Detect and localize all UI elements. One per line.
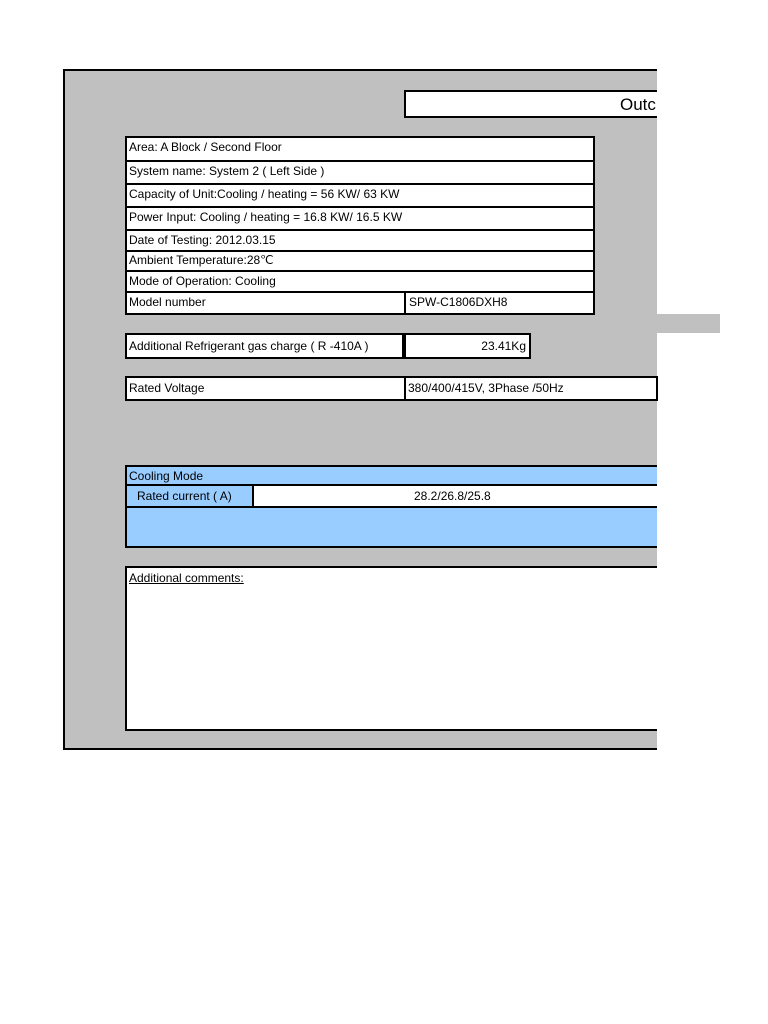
system-name-text: System name: System 2 ( Left Side ) [129,164,325,178]
info-row-capacity [125,183,595,206]
mode-of-operation-text: Mode of Operation: Cooling [129,274,276,288]
ambient-temperature-text: Ambient Temperature:28℃ [129,253,274,267]
info-row-system-name [125,160,595,183]
voltage-label-text: Rated Voltage [129,381,205,395]
area-text: Area: A Block / Second Floor [129,140,282,154]
model-number-label: Model number [129,295,206,309]
model-number-value: SPW-C1806DXH8 [404,293,507,313]
side-tab [657,314,720,333]
info-row-date [125,229,595,250]
info-row-area [125,136,595,160]
refrigerant-value-text: 23.41Kg [481,339,526,353]
refrigerant-label-text: Additional Refrigerant gas charge ( R -410A ) [129,339,369,353]
capacity-text: Capacity of Unit:Cooling / heating = 56 KW/ 63 KW [129,187,400,201]
voltage-label [125,376,406,401]
info-row-mode [125,270,595,291]
page-title: Outc [620,95,656,114]
voltage-value [404,376,658,401]
voltage-value-text: 380/400/415V, 3Phase /50Hz [408,381,564,395]
date-of-testing-text: Date of Testing: 2012.03.15 [129,233,276,247]
power-input-text: Power Input: Cooling / heating = 16.8 KW/ 16.5 KW [129,210,403,224]
additional-comments-box[interactable] [125,566,657,731]
rated-current-row [127,486,657,508]
cooling-mode-header: Cooling Mode [127,467,657,486]
info-row-ambient [125,250,595,270]
info-row-model [125,291,595,315]
refrigerant-label [125,333,404,359]
cooling-mode-section [125,465,657,548]
rated-current-value: 28.2/26.8/25.8 [414,489,491,503]
title-box [404,90,657,118]
additional-comments-label: Additional comments: [129,571,244,585]
info-row-power-input [125,206,595,229]
refrigerant-value [404,333,531,359]
rated-current-label: Rated current ( A) [127,486,254,506]
info-table [125,136,595,315]
